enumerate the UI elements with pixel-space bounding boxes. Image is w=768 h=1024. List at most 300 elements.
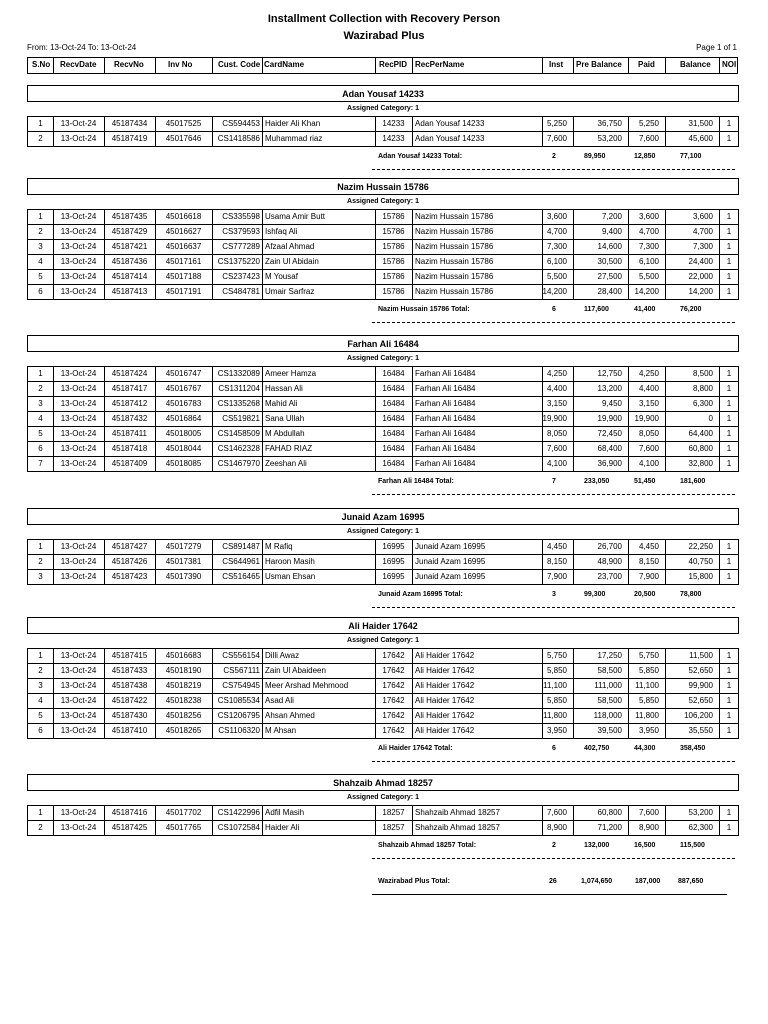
report-subtitle: Wazirabad Plus	[343, 30, 425, 42]
cell-recpername: Junaid Azam 16995	[415, 542, 486, 551]
cell-invno: 45017188	[165, 272, 202, 281]
group-total-paid: 51,450	[634, 478, 656, 485]
cell-invno: 45018265	[165, 726, 202, 735]
cell-inst: 11,800	[543, 711, 567, 720]
cell-inst: 5,850	[546, 696, 567, 705]
cell-noi: 1	[726, 242, 732, 251]
cell-sno: 7	[38, 459, 43, 468]
cell-custcode: CS1072584	[217, 823, 260, 832]
group-title: Shahzaib Ahmad 18257	[27, 774, 739, 791]
col-inst: Inst	[549, 60, 564, 69]
cell-custcode: CS1467970	[217, 459, 260, 468]
group-total-paid: 16,500	[634, 842, 656, 849]
cell-invno: 45017161	[165, 257, 202, 266]
cell-recpid: 15786	[382, 212, 405, 221]
cell-balance: 24,400	[688, 257, 713, 266]
cell-sno: 2	[38, 557, 43, 566]
grand-total-pre-balance: 1,074,650	[581, 878, 613, 885]
table-row	[28, 255, 738, 270]
col-recpid: RecPID	[379, 60, 408, 69]
cell-sno: 2	[38, 823, 43, 832]
cell-recvdate: 13-Oct-24	[60, 557, 97, 566]
cell-recvno: 45187422	[111, 696, 148, 705]
cell-cardname: Muhammad riaz	[265, 134, 323, 143]
cell-invno: 45018044	[165, 444, 202, 453]
cell-invno: 45016618	[165, 212, 202, 221]
table-row	[28, 132, 738, 147]
cell-recvno: 45187432	[111, 414, 148, 423]
cell-recpid: 16484	[382, 369, 405, 378]
cell-invno: 45017765	[165, 823, 202, 832]
cell-custcode: CS556154	[222, 651, 260, 660]
cell-recvdate: 13-Oct-24	[60, 823, 97, 832]
cell-recvno: 45187419	[111, 134, 148, 143]
cell-custcode: CS1335268	[217, 399, 260, 408]
group-category: Assigned Category: 1	[347, 637, 419, 644]
group-table	[27, 209, 739, 300]
cell-invno: 45016767	[165, 384, 202, 393]
group-category: Assigned Category: 1	[347, 198, 419, 205]
cell-noi: 1	[726, 384, 732, 393]
cell-cardname: Hassan Ali	[265, 384, 303, 393]
cell-paid: 4,700	[638, 227, 659, 236]
cell-paid: 4,450	[638, 542, 659, 551]
cell-custcode: CS644961	[222, 557, 260, 566]
cell-invno: 45017279	[165, 542, 202, 551]
cell-inst: 7,600	[546, 808, 567, 817]
cell-paid: 7,600	[638, 134, 659, 143]
cell-inst: 3,150	[546, 399, 567, 408]
cell-noi: 1	[726, 414, 732, 423]
cell-recpername: Farhan Ali 16484	[415, 459, 476, 468]
cell-sno: 4	[38, 257, 43, 266]
group-total-pre-balance: 402,750	[584, 745, 610, 752]
cell-recvno: 45187435	[111, 212, 148, 221]
cell-cardname: Haider Ali	[265, 823, 300, 832]
cell-recvno: 45187438	[111, 681, 148, 690]
group-title: Adan Yousaf 14233	[27, 85, 739, 102]
group-total-count: 2	[552, 153, 556, 160]
cell-custcode: CS754945	[222, 681, 260, 690]
col-prebalance: Pre Balance	[576, 60, 622, 69]
cell-recpid: 16995	[382, 572, 405, 581]
cell-sno: 3	[38, 572, 43, 581]
cell-recvdate: 13-Oct-24	[60, 384, 97, 393]
group-total-label: Ali Haider 17642 Total:	[378, 745, 453, 752]
cell-prebalance: 111,000	[594, 681, 622, 690]
group-table	[27, 648, 739, 739]
table-row	[28, 540, 738, 555]
cell-inst: 4,400	[546, 384, 567, 393]
grand-total-balance: 887,650	[678, 878, 704, 885]
table-row	[28, 570, 738, 585]
cell-paid: 5,750	[638, 651, 659, 660]
cell-custcode: CS379593	[222, 227, 260, 236]
group-table	[27, 539, 739, 585]
cell-recvno: 45187413	[111, 287, 148, 296]
cell-paid: 4,250	[638, 369, 659, 378]
cell-prebalance: 14,600	[597, 242, 622, 251]
table-row	[28, 397, 738, 412]
group-total-label: Junaid Azam 16995 Total:	[378, 591, 463, 598]
cell-recpid: 16484	[382, 414, 405, 423]
group-title: Junaid Azam 16995	[27, 508, 739, 525]
cell-recvdate: 13-Oct-24	[60, 212, 97, 221]
cell-recvno: 45187415	[111, 651, 148, 660]
cell-custcode: CS335598	[222, 212, 260, 221]
cell-paid: 5,250	[638, 119, 659, 128]
cell-noi: 1	[726, 651, 732, 660]
cell-paid: 4,400	[638, 384, 659, 393]
cell-recpername: Farhan Ali 16484	[415, 369, 476, 378]
group-total-pre-balance: 99,300	[584, 591, 606, 598]
group-total-count: 7	[552, 478, 556, 485]
cell-recpername: Farhan Ali 16484	[415, 399, 476, 408]
cell-balance: 15,800	[688, 572, 713, 581]
cell-paid: 11,800	[635, 711, 659, 720]
cell-invno: 45017525	[165, 119, 202, 128]
cell-recpername: Nazim Hussain 15786	[415, 272, 494, 281]
cell-recvdate: 13-Oct-24	[60, 459, 97, 468]
cell-noi: 1	[726, 227, 732, 236]
group-total-pre-balance: 233,050	[584, 478, 610, 485]
cell-prebalance: 60,800	[597, 808, 622, 817]
cell-cardname: M Yousaf	[265, 272, 298, 281]
cell-cardname: Haider Ali Khan	[265, 119, 321, 128]
group-total-balance: 181,600	[680, 478, 706, 485]
cell-recvno: 45187430	[111, 711, 148, 720]
cell-recpid: 16995	[382, 557, 405, 566]
cell-cardname: Sana Ullah	[265, 414, 305, 423]
cell-paid: 19,900	[634, 414, 659, 423]
cell-cardname: Ishfaq Ali	[265, 227, 298, 236]
cell-recpername: Adan Yousaf 14233	[415, 119, 485, 128]
cell-recvdate: 13-Oct-24	[60, 242, 97, 251]
col-invno: Inv No	[168, 60, 193, 69]
cell-recpername: Nazim Hussain 15786	[415, 257, 494, 266]
date-range: From: 13-Oct-24 To: 13-Oct-24	[27, 43, 137, 52]
cell-sno: 6	[38, 444, 43, 453]
column-header-row	[27, 57, 738, 74]
table-row	[28, 806, 738, 821]
cell-paid: 7,600	[638, 444, 659, 453]
cell-sno: 1	[38, 212, 43, 221]
cell-cardname: Mahid Ali	[265, 399, 298, 408]
table-row	[28, 270, 738, 285]
cell-invno: 45016683	[165, 651, 202, 660]
cell-prebalance: 19,900	[597, 414, 622, 423]
group-category: Assigned Category: 1	[347, 355, 419, 362]
cell-prebalance: 9,400	[601, 227, 622, 236]
group-title: Nazim Hussain 15786	[27, 178, 739, 195]
group-total-balance: 115,500	[680, 842, 705, 849]
cell-inst: 7,900	[546, 572, 567, 581]
cell-prebalance: 39,500	[597, 726, 622, 735]
cell-prebalance: 7,200	[601, 212, 622, 221]
cell-balance: 6,300	[692, 399, 713, 408]
cell-custcode: CS519821	[222, 414, 260, 423]
cell-balance: 106,200	[684, 711, 713, 720]
cell-cardname: Asad Ali	[265, 696, 294, 705]
cell-balance: 3,600	[692, 212, 713, 221]
group-total-label: Shahzaib Ahmad 18257 Total:	[378, 842, 477, 849]
cell-noi: 1	[726, 808, 732, 817]
cell-cardname: Ameer Hamza	[265, 369, 317, 378]
cell-recpid: 15786	[382, 257, 405, 266]
group-category: Assigned Category: 1	[347, 794, 419, 801]
cell-cardname: M Abdullah	[265, 429, 305, 438]
cell-paid: 8,900	[638, 823, 659, 832]
cell-noi: 1	[726, 666, 732, 675]
cell-recvno: 45187434	[111, 119, 148, 128]
table-row	[28, 225, 738, 240]
cell-noi: 1	[726, 557, 732, 566]
cell-recpid: 17642	[382, 666, 405, 675]
cell-paid: 8,150	[638, 557, 659, 566]
cell-sno: 1	[38, 542, 43, 551]
cell-noi: 1	[726, 272, 732, 281]
cell-custcode: CS594453	[222, 119, 260, 128]
cell-paid: 11,100	[635, 681, 659, 690]
cell-balance: 45,600	[688, 134, 713, 143]
recovery-person-group	[27, 617, 739, 757]
cell-custcode: CS516465	[222, 572, 260, 581]
cell-balance: 0	[708, 414, 713, 423]
grand-total-label: Wazirabad Plus Total:	[378, 878, 450, 885]
total-separator	[372, 761, 735, 762]
cell-recvdate: 13-Oct-24	[60, 429, 97, 438]
cell-prebalance: 68,400	[597, 444, 622, 453]
cell-sno: 6	[38, 287, 43, 296]
cell-recvno: 45187423	[111, 572, 148, 581]
cell-recpid: 16484	[382, 384, 405, 393]
cell-prebalance: 36,900	[597, 459, 622, 468]
cell-inst: 5,250	[546, 119, 567, 128]
cell-recvno: 45187424	[111, 369, 148, 378]
cell-prebalance: 72,450	[597, 429, 622, 438]
cell-invno: 45017381	[165, 557, 202, 566]
cell-paid: 7,900	[638, 572, 659, 581]
cell-custcode: CS1311204	[218, 384, 260, 393]
cell-balance: 31,500	[688, 119, 713, 128]
cell-invno: 45017191	[165, 287, 202, 296]
cell-custcode: CS1332089	[217, 369, 260, 378]
cell-recpername: Nazim Hussain 15786	[415, 242, 494, 251]
col-recpername: RecPerName	[415, 60, 465, 69]
cell-balance: 14,200	[688, 287, 713, 296]
cell-sno: 1	[38, 651, 43, 660]
cell-recpid: 17642	[382, 651, 405, 660]
cell-invno: 45017390	[165, 572, 202, 581]
cell-prebalance: 53,200	[597, 134, 622, 143]
table-row	[28, 367, 738, 382]
cell-balance: 64,400	[688, 429, 713, 438]
cell-paid: 5,850	[638, 696, 659, 705]
group-total-balance: 78,800	[680, 591, 702, 598]
table-row	[28, 427, 738, 442]
cell-invno: 45017646	[165, 134, 202, 143]
cell-inst: 7,600	[546, 444, 567, 453]
cell-recvno: 45187433	[111, 666, 148, 675]
cell-recpid: 15786	[382, 287, 405, 296]
cell-recvno: 45187421	[111, 242, 148, 251]
table-row	[28, 285, 738, 300]
cell-recpername: Ali Haider 17642	[415, 666, 475, 675]
cell-prebalance: 23,700	[597, 572, 622, 581]
cell-balance: 62,300	[688, 823, 713, 832]
cell-inst: 3,950	[546, 726, 567, 735]
cell-prebalance: 58,500	[597, 666, 622, 675]
group-total-label: Nazim Hussain 15786 Total:	[378, 306, 470, 313]
cell-recvdate: 13-Oct-24	[60, 414, 97, 423]
cell-balance: 99,900	[688, 681, 713, 690]
group-total-pre-balance: 132,000	[584, 842, 610, 849]
cell-noi: 1	[726, 429, 732, 438]
cell-invno: 45016637	[165, 242, 202, 251]
group-total-count: 3	[552, 591, 556, 598]
cell-noi: 1	[726, 726, 732, 735]
col-paid: Paid	[638, 60, 655, 69]
cell-noi: 1	[726, 399, 732, 408]
cell-invno: 45018190	[165, 666, 202, 675]
cell-inst: 6,100	[546, 257, 567, 266]
cell-sno: 1	[38, 369, 43, 378]
cell-recvno: 45187436	[111, 257, 148, 266]
cell-inst: 7,300	[546, 242, 567, 251]
col-cardname: CardName	[264, 60, 305, 69]
table-row	[28, 694, 738, 709]
cell-inst: 7,600	[546, 134, 567, 143]
cell-custcode: CS1206795	[217, 711, 260, 720]
cell-recpid: 17642	[382, 696, 405, 705]
cell-prebalance: 48,900	[597, 557, 622, 566]
table-row	[28, 442, 738, 457]
group-total-paid: 12,850	[634, 153, 656, 160]
table-row	[28, 382, 738, 397]
cell-noi: 1	[726, 212, 732, 221]
cell-sno: 2	[38, 666, 43, 675]
cell-recpername: Farhan Ali 16484	[415, 414, 476, 423]
cell-recpername: Ali Haider 17642	[415, 651, 475, 660]
cell-custcode: CS1462328	[217, 444, 260, 453]
recovery-person-group	[27, 335, 739, 490]
cell-recpid: 15786	[382, 227, 405, 236]
cell-recpername: Nazim Hussain 15786	[415, 227, 494, 236]
cell-cardname: Meer Arshad Mehmood	[265, 681, 349, 690]
cell-inst: 3,600	[546, 212, 567, 221]
cell-paid: 14,200	[634, 287, 659, 296]
group-total-pre-balance: 117,600	[584, 306, 609, 313]
cell-recvdate: 13-Oct-24	[60, 287, 97, 296]
group-total-row	[27, 739, 739, 757]
cell-cardname: Ahsan Ahmed	[265, 711, 315, 720]
cell-invno: 45017702	[165, 808, 202, 817]
group-total-row	[27, 472, 739, 490]
grand-total-paid: 187,000	[635, 878, 661, 885]
cell-sno: 2	[38, 134, 43, 143]
cell-prebalance: 30,500	[597, 257, 622, 266]
cell-recvno: 45187412	[111, 399, 148, 408]
cell-balance: 32,800	[688, 459, 713, 468]
cell-noi: 1	[726, 134, 732, 143]
cell-cardname: Afzaal Ahmad	[265, 242, 315, 251]
cell-invno: 45018085	[165, 459, 202, 468]
cell-recvdate: 13-Oct-24	[60, 119, 97, 128]
cell-custcode: CS891487	[222, 542, 260, 551]
cell-sno: 4	[38, 696, 43, 705]
cell-cardname: Usman Ehsan	[265, 572, 316, 581]
table-row	[28, 724, 738, 739]
cell-recvno: 45187426	[111, 557, 148, 566]
recovery-person-group	[27, 85, 739, 165]
cell-paid: 5,500	[638, 272, 659, 281]
cell-inst: 8,900	[546, 823, 567, 832]
cell-recpername: Ali Haider 17642	[415, 681, 475, 690]
cell-custcode: CS1085534	[217, 696, 260, 705]
table-row	[28, 457, 738, 472]
col-balance: Balance	[680, 60, 711, 69]
cell-recpid: 14233	[382, 119, 405, 128]
group-total-row	[27, 836, 739, 854]
cell-recvdate: 13-Oct-24	[60, 696, 97, 705]
cell-recvdate: 13-Oct-24	[60, 651, 97, 660]
cell-recpid: 17642	[382, 726, 405, 735]
cell-noi: 1	[726, 711, 732, 720]
total-separator	[372, 169, 735, 170]
cell-inst: 11,100	[543, 681, 567, 690]
cell-sno: 5	[38, 272, 43, 281]
cell-noi: 1	[726, 444, 732, 453]
group-total-paid: 20,500	[634, 591, 656, 598]
cell-invno: 45018005	[165, 429, 202, 438]
cell-sno: 2	[38, 227, 43, 236]
cell-balance: 7,300	[692, 242, 713, 251]
cell-recvdate: 13-Oct-24	[60, 257, 97, 266]
cell-noi: 1	[726, 119, 732, 128]
cell-balance: 40,750	[688, 557, 713, 566]
cell-paid: 3,600	[638, 212, 659, 221]
cell-inst: 5,750	[546, 651, 567, 660]
cell-sno: 6	[38, 726, 43, 735]
cell-cardname: Dilli Awaz	[265, 651, 300, 660]
cell-prebalance: 13,200	[597, 384, 622, 393]
cell-paid: 4,100	[638, 459, 659, 468]
cell-inst: 4,250	[546, 369, 567, 378]
cell-cardname: Usama Amir Butt	[265, 212, 326, 221]
cell-inst: 8,150	[546, 557, 567, 566]
cell-balance: 22,250	[688, 542, 713, 551]
cell-prebalance: 26,700	[597, 542, 622, 551]
cell-prebalance: 71,200	[597, 823, 622, 832]
cell-recpername: Junaid Azam 16995	[415, 557, 486, 566]
group-title: Ali Haider 17642	[27, 617, 739, 634]
cell-recvdate: 13-Oct-24	[60, 444, 97, 453]
cell-balance: 4,700	[692, 227, 713, 236]
total-separator	[372, 322, 735, 323]
cell-cardname: Zain Ul Abidain	[265, 257, 319, 266]
cell-prebalance: 118,000	[593, 711, 622, 720]
cell-recpername: Adan Yousaf 14233	[415, 134, 485, 143]
group-total-balance: 358,450	[680, 745, 706, 752]
total-separator	[372, 607, 735, 608]
col-noi: NOI	[722, 60, 737, 69]
cell-recvno: 45187409	[111, 459, 148, 468]
cell-noi: 1	[726, 459, 732, 468]
cell-sno: 3	[38, 681, 43, 690]
group-table	[27, 805, 739, 836]
cell-recpid: 15786	[382, 272, 405, 281]
cell-custcode: CS1458509	[217, 429, 260, 438]
